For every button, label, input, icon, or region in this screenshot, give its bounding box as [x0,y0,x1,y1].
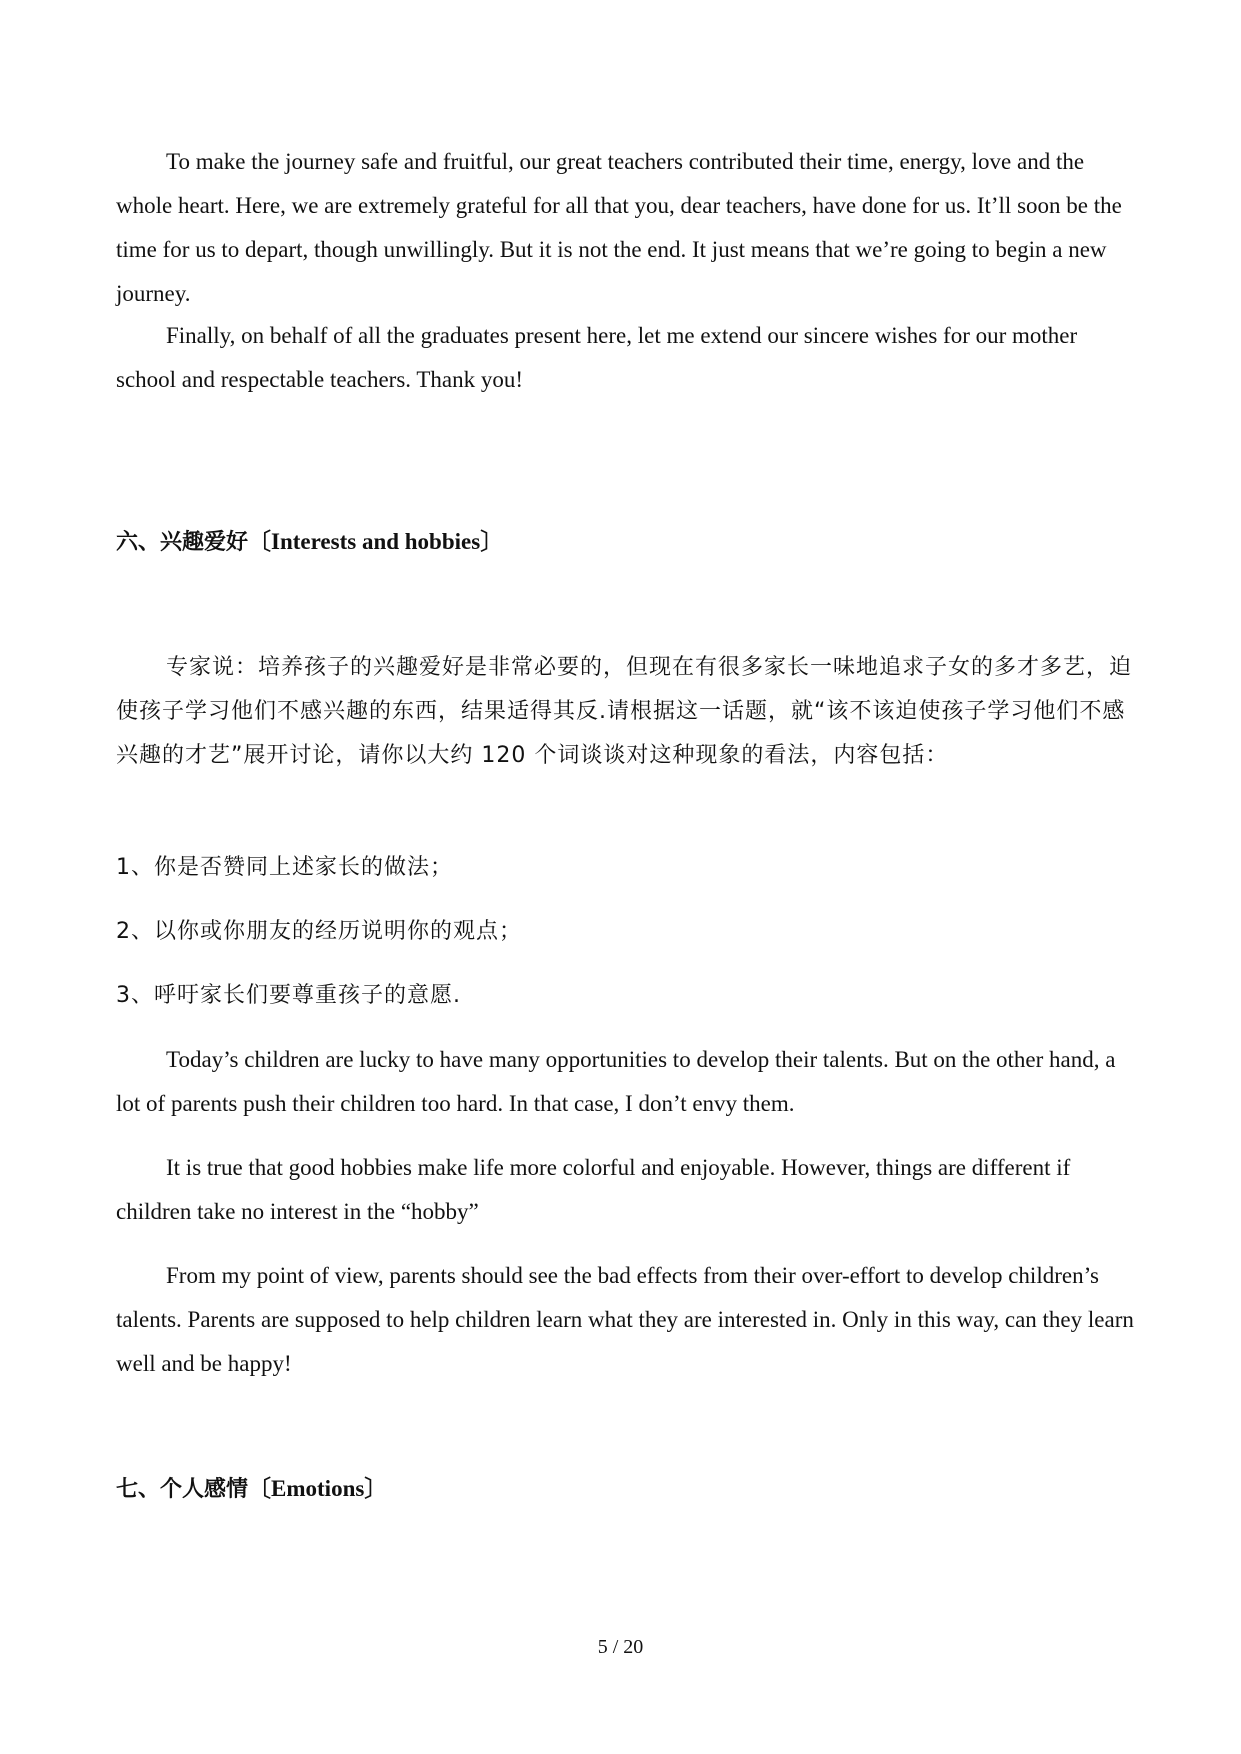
task-point: 2、以你或你朋友的经历说明你的观点； [116,919,522,944]
task-point: 1、你是否赞同上述家长的做法； [116,855,453,880]
body-paragraph: Finally, on behalf of all the graduates present here, let me extend our sincere wishes for our mother school and respectable teachers. Thank you! [116,323,1078,392]
essay-paragraph-2 [116,1146,1136,1234]
prompt-paragraph: 专家说：培养孩子的兴趣爱好是非常必要的，但现在有很多家长一味地追求子女的多才多艺，迫使孩子学习他们不感兴趣的东西，结果适得其反.请根据这一话题，就“该不该迫使孩子学习他们不感兴趣的才艺”展开讨论，请你以大约 120 个词谈谈对这种现象的看法，内容包括： [116,655,1133,768]
task-prompt [116,646,1136,778]
section-heading [116,520,1136,565]
section-heading [116,1467,1136,1512]
task-point-1 [116,846,1136,890]
section-heading-zh: 七、个人感情 [116,1477,249,1502]
section-heading-en: 〔Emotions〕 [248,1476,388,1501]
essay-paragraph-1 [116,1038,1136,1126]
section-heading-interests [116,520,1136,565]
section-heading-en: 〔Interests and hobbies〕 [248,529,504,554]
paragraph-closing [116,314,1136,402]
section-heading-zh: 六、兴趣爱好 [116,530,249,555]
paragraph-journey [116,140,1136,316]
body-paragraph: From my point of view, parents should see the bad effects from their over-effort to develop children’s talents. Parents are supposed to help children learn what they are interested in. Only in this way, can they learn well and be happy! [116,1263,1134,1376]
task-point: 3、呼吁家长们要尊重孩子的意愿. [116,983,461,1008]
body-paragraph: To make the journey safe and fruitful, our great teachers contributed their time, energy, love and the whole heart. Here, we are extremely grateful for all that you, dear teachers, have done for us. It’ll soon be the time for us to depart, though unwillingly. But it is not the end. It just means that we’re going to begin a new journey. [116,149,1122,306]
section-heading-emotions [116,1467,1136,1512]
essay-paragraph-3 [116,1254,1136,1386]
body-paragraph: It is true that good hobbies make life more colorful and enjoyable. However, things are different if children take no interest in the “hobby” [116,1155,1071,1224]
task-point-3 [116,974,1136,1018]
task-point-2 [116,910,1136,954]
page-number: 5 / 20 [597,1636,644,1658]
body-paragraph: Today’s children are lucky to have many opportunities to develop their talents. But on the other hand, a lot of parents push their children too hard. In that case, I don’t envy them. [116,1047,1116,1116]
